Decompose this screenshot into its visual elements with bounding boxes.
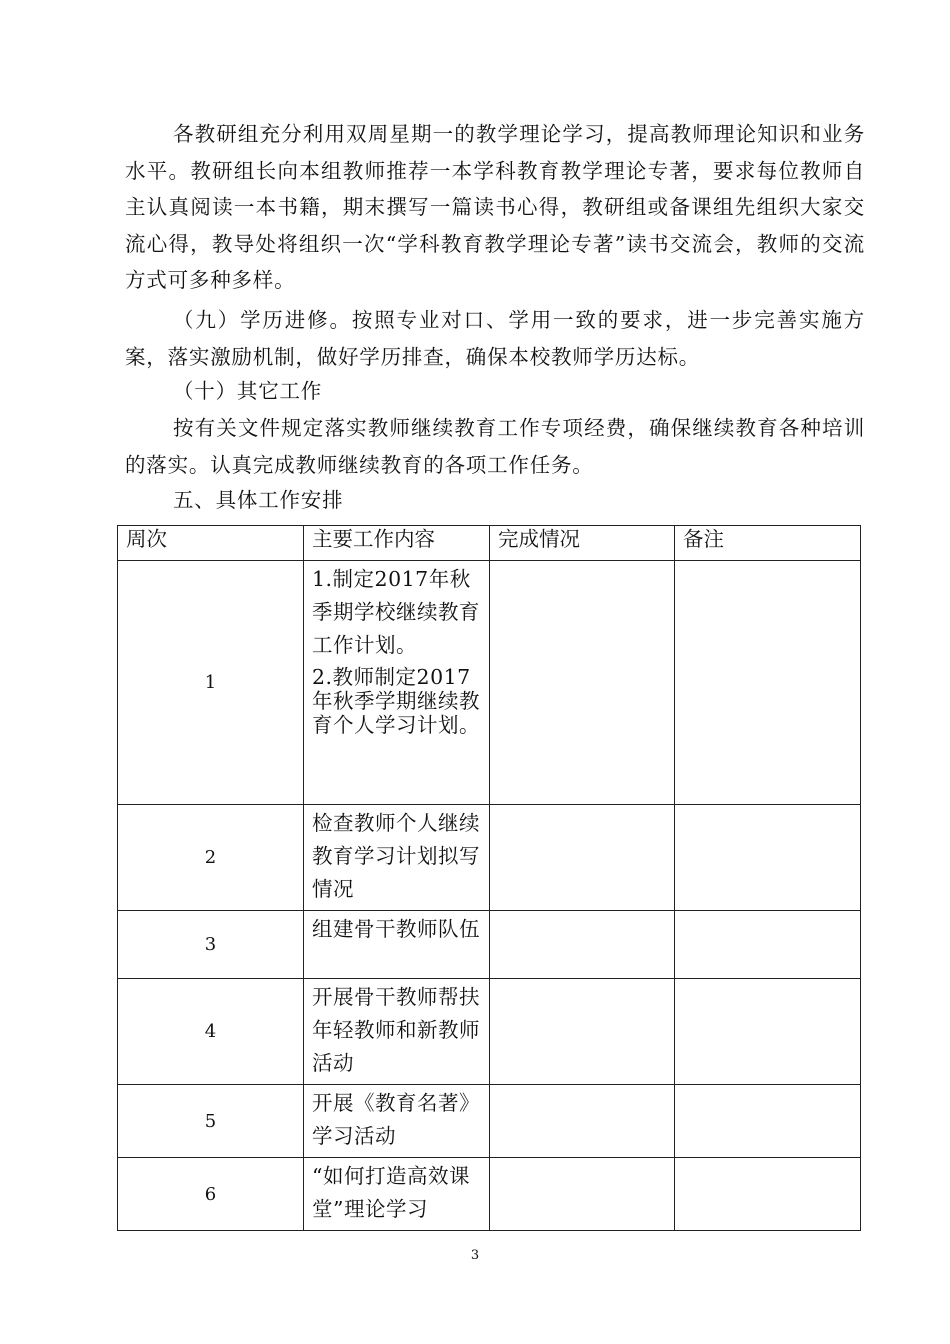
table-row <box>118 911 861 979</box>
table-row <box>118 979 861 1085</box>
schedule-table <box>117 525 861 1231</box>
note-cell <box>675 561 861 805</box>
paragraph-other-work: 按有关文件规定落实教师继续教育工作专项经费，确保继续教育各种培训的落实。认真完成教师继续教育的各项工作任务。 <box>125 416 865 477</box>
table-row <box>118 1158 861 1231</box>
table-row <box>118 805 861 911</box>
content-cell: 组建骨干教师队伍 <box>304 911 490 979</box>
note-cell <box>675 1158 861 1231</box>
note-cell <box>675 1085 861 1158</box>
content-cell: 检查教师个人继续教育学习计划拟写情况 <box>304 805 490 911</box>
section-heading-schedule: 五、具体工作安排 <box>173 488 344 512</box>
page-number: 3 <box>470 1248 480 1263</box>
status-cell <box>490 1085 675 1158</box>
header-status: 完成情况 <box>490 526 675 561</box>
week-cell: 3 <box>118 911 304 979</box>
heading-other-work: （十）其它工作 <box>173 379 323 403</box>
note-cell <box>675 979 861 1085</box>
status-cell <box>490 561 675 805</box>
header-note: 备注 <box>675 526 861 561</box>
content-item: 1.制定2017年秋季期学校继续教育工作计划。 <box>312 567 480 657</box>
note-cell <box>675 911 861 979</box>
week-cell: 6 <box>118 1158 304 1231</box>
week-cell: 4 <box>118 979 304 1085</box>
table-header-row <box>118 526 861 561</box>
table-row <box>118 561 861 805</box>
content-cell: 开展骨干教师帮扶年轻教师和新教师活动 <box>304 979 490 1085</box>
header-content: 主要工作内容 <box>304 526 490 561</box>
status-cell <box>490 911 675 979</box>
week-cell: 2 <box>118 805 304 911</box>
status-cell <box>490 1158 675 1231</box>
paragraph-degree-study: （九）学历进修。按照专业对口、学用一致的要求，进一步完善实施方案，落实激励机制，做好学历排查，确保本校教师学历达标。 <box>125 308 865 369</box>
week-cell: 5 <box>118 1085 304 1158</box>
week-cell: 1 <box>118 561 304 805</box>
paragraph-theory-study: 各教研组充分利用双周星期一的教学理论学习，提高教师理论知识和业务水平。教研组长向本组教师推荐一本学科教育教学理论专著，要求每位教师自主认真阅读一本书籍，期末撰写一篇读书心得，教研组或备课组先组织大家交流心得，教导处将组织一次“学科教育教学理论专著”读书交流会，教师的交流方式可多种多样。 <box>125 122 865 292</box>
content-cell: “如何打造高效课堂”理论学习 <box>304 1158 490 1231</box>
status-cell <box>490 805 675 911</box>
content-cell: 开展《教育名著》学习活动 <box>304 1085 490 1158</box>
content-item: 2.教师制定2017年秋季学期继续教育个人学习计划。 <box>312 665 480 737</box>
status-cell <box>490 979 675 1085</box>
header-week: 周次 <box>118 526 304 561</box>
content-cell <box>304 561 490 805</box>
table-row <box>118 1085 861 1158</box>
note-cell <box>675 805 861 911</box>
